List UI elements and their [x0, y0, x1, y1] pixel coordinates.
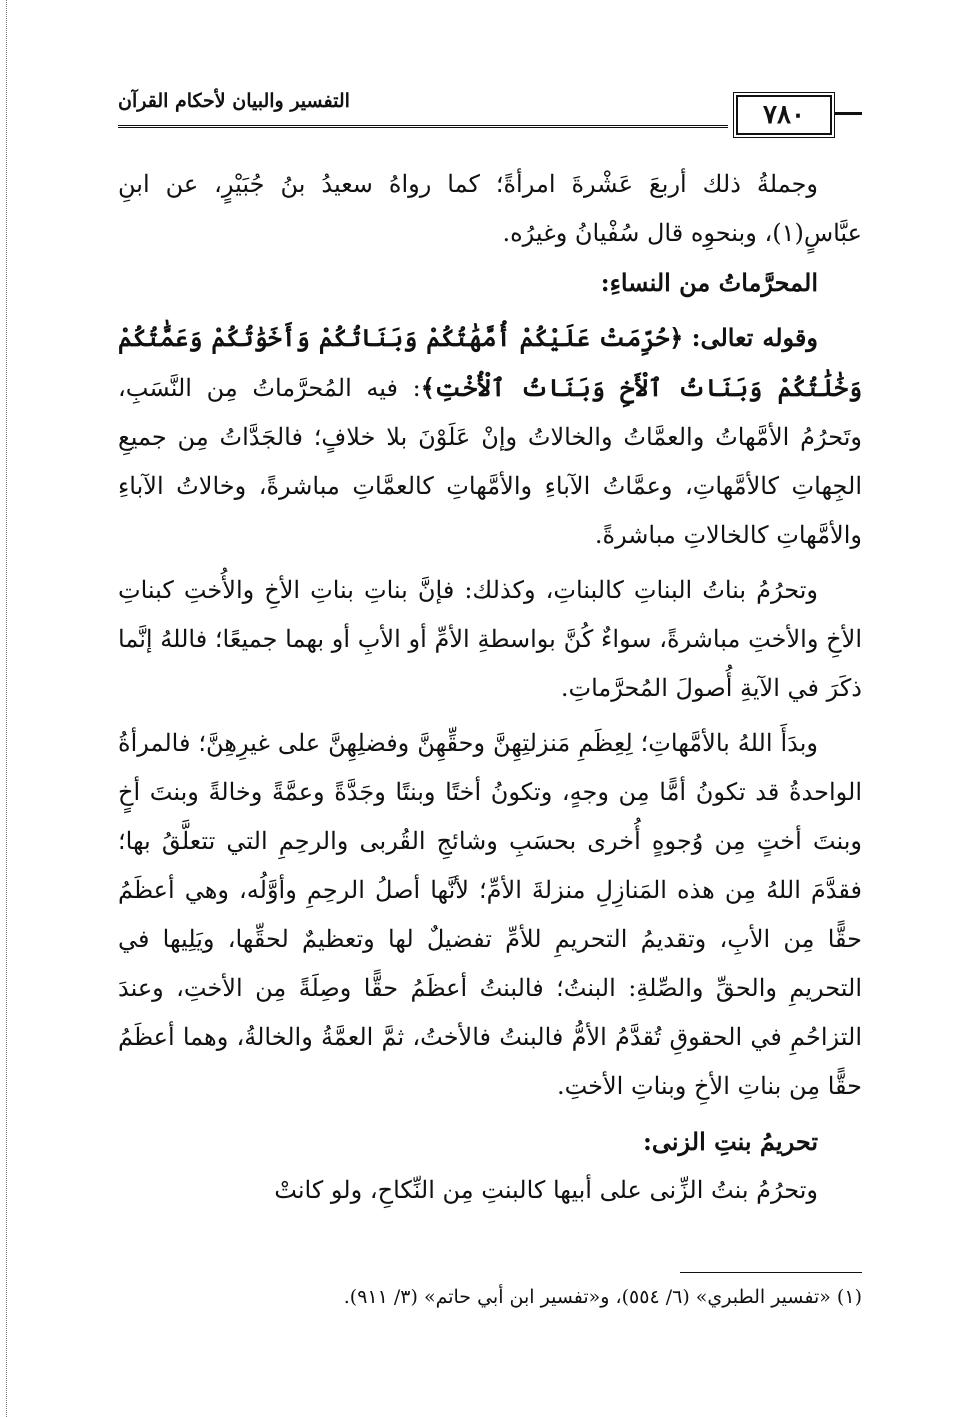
paragraph: وبدَأَ اللهُ بالأمَّهاتِ؛ لِعِظَمِ مَنزلتِهِنَّ وحقِّهِنَّ وفضلِهِنَّ على غيرِهِنَّ؛ فالمرأةُ الواحدةُ قد تكونُ أمًّا مِن وجهٍ، وتكونُ أختًا وبنتًا وجَدَّةً وعمَّةً وخالةً وبنتَ أخٍ وبنتَ أختٍ مِن وُجوهٍ أُخرى بحسَبِ وشائجِ القُربى والرحِمِ التي تتعلَّقُ بها؛ فقدَّمَ اللهُ مِن هذه المَنازِلِ منزلةَ الأمِّ؛ لأنَّها أصلُ الرحِمِ وأوَّلُه، وهي أعظَمُ حقًّا مِن الأبِ، وتقديمُ التحريمِ للأمِّ تفضيلٌ لها وتعظيمٌ لحقِّها، ويَلِيها في التحريمِ والحقِّ والصِّلةِ: البنتُ؛ فالبنتُ أعظَمُ حقًّا وصِلَةً مِن الأختِ، وعندَ التزاحُمِ في الحقوقِ تُقدَّمُ الأمُّ فالبنتُ فالأختُ، ثمَّ العمَّةُ والخالةُ، وهما أعظَمُ حقًّا مِن بناتِ الأخِ وبناتِ الأختِ. [118, 729, 862, 1100]
book-title: التفسير والبيان لأحكام القرآن [118, 90, 350, 112]
section-heading: المحرَّماتُ من النساءِ: [600, 268, 818, 297]
footnote-separator [680, 1272, 862, 1273]
section-heading: تحريمُ بنتِ الزنى: [642, 1127, 818, 1156]
header-rule [118, 125, 728, 128]
paragraph-lead: وقوله تعالى: [691, 323, 818, 352]
quran-verse: ﴿حُرِّمَتْ عَلَيْكُمْ أُمَّهَٰتُكُمْ وَبَنَاتُكُمْ وَأَخَوَٰتُكُمْ وَعَمَّٰتُكُمْ وَخَٰلَٰتُكُمْ وَبَنَاتُ ٱلْأَخِ وَبَنَاتُ ٱلْأُخْتِ﴾ [118, 323, 862, 402]
paragraph-text: : فيه المُحرَّماتُ مِن النَّسَبِ، وتَحرُمُ الأمَّهاتُ والعمَّاتُ والخالاتُ وإنْ عَلَوْنَ بلا خلافٍ؛ فالجَدَّاتُ مِن جميعِ الجِهاتِ كالأمَّهاتِ، وعمَّاتُ الآباءِ والأمَّهاتِ كالعمَّاتِ مباشرةً، وخالاتُ الآباءِ والأمَّهاتِ كالخالاتِ مباشرةً. [118, 374, 862, 549]
header-rule-tail [834, 112, 862, 115]
paragraph: وجملةُ ذلك أربعَ عَشْرةَ امرأةً؛ كما رواهُ سعيدُ بنُ جُبَيْرٍ، عن ابنِ عبَّاسٍ(١)، وبنحوِه قال سُفْيانُ وغيرُه. [118, 170, 862, 247]
page-edge [0, 0, 7, 1417]
page-body [118, 160, 862, 1215]
page-header [118, 90, 862, 140]
paragraph: وتحرُمُ بناتُ البناتِ كالبناتِ، وكذلك: فإنَّ بناتِ بناتِ الأخِ والأُختِ كبناتِ الأخِ والأختِ مباشرةً، سواءٌ كُنَّ بواسطةِ الأمِّ أو الأبِ أو بهما جميعًا؛ فاللهُ إنَّما ذكَرَ في الآيةِ أُصولَ المُحرَّماتِ. [118, 576, 862, 702]
page-number: ٧٨٠ [736, 95, 832, 135]
footnote: (١) «تفسير الطبري» (٦/ ٥٥٤)، و«تفسير ابن أبي حاتم» (٣/ ٩١١). [343, 1286, 862, 1308]
paragraph [118, 313, 862, 560]
paragraph: وتحرُمُ بنتُ الزِّنى على أبيها كالبنتِ مِن النِّكاحِ، ولو كانتْ [274, 1176, 818, 1204]
